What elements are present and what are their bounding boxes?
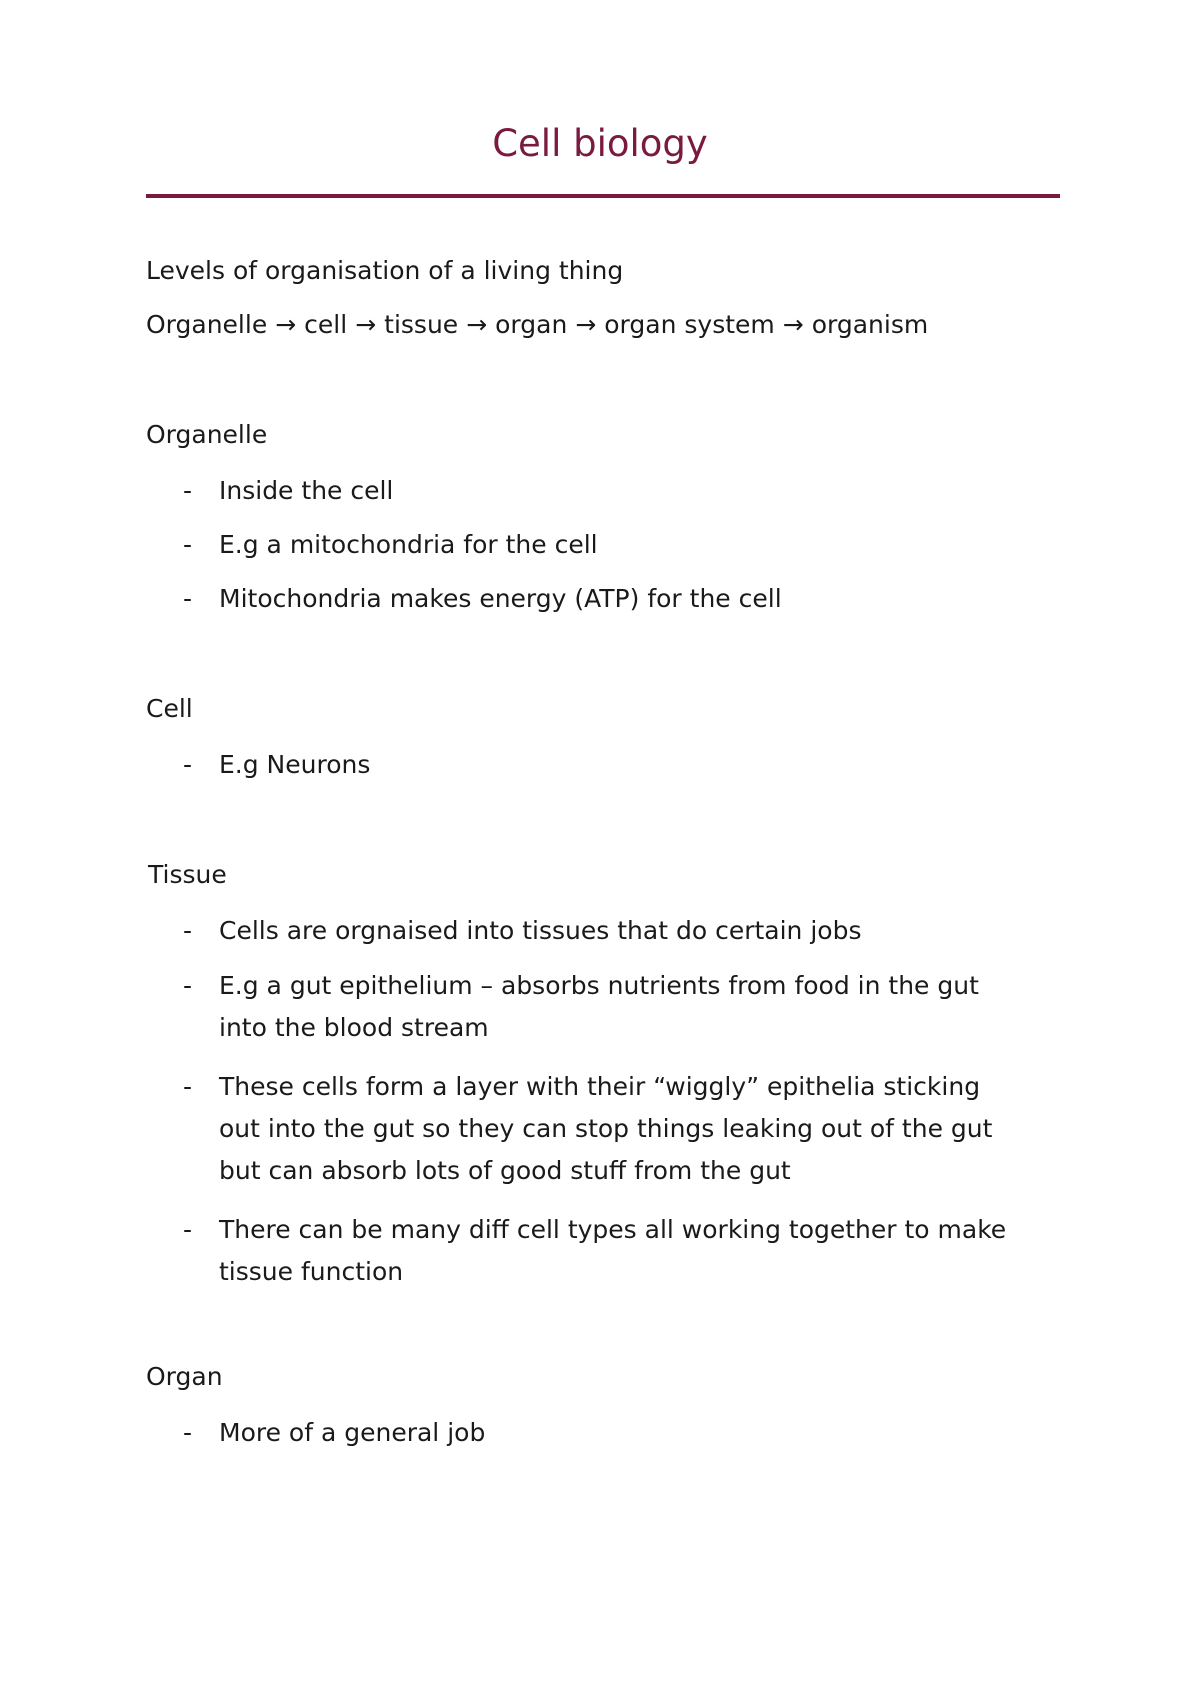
arrow-icon: → xyxy=(575,310,597,339)
section-heading-organ: Organ xyxy=(146,1362,223,1391)
bullet-dash: - xyxy=(183,916,193,945)
arrow-icon: → xyxy=(466,310,488,339)
level-organelle: Organelle xyxy=(146,310,268,339)
bullet-dash: - xyxy=(183,1215,193,1244)
bullet-dash: - xyxy=(183,971,193,1000)
bullet-dash: - xyxy=(183,1072,193,1101)
arrow-icon: → xyxy=(782,310,804,339)
organelle-bullet-1: Inside the cell xyxy=(219,476,394,505)
organ-bullet-1: More of a general job xyxy=(219,1418,486,1447)
section-heading-organelle: Organelle xyxy=(146,420,268,449)
organelle-bullet-3: Mitochondria makes energy (ATP) for the cell xyxy=(219,584,782,613)
bullet-dash: - xyxy=(183,476,193,505)
bullet-dash: - xyxy=(183,750,193,779)
tissue-bullet-4-line-1: There can be many diff cell types all working together to make xyxy=(219,1215,1007,1244)
tissue-bullet-4-line-2: tissue function xyxy=(219,1257,404,1286)
level-organism: organism xyxy=(811,310,929,339)
tissue-bullet-2-line-1: E.g a gut epithelium – absorbs nutrients from food in the gut xyxy=(219,971,979,1000)
document-title: Cell biology xyxy=(492,122,708,165)
tissue-bullet-1: Cells are orgnaised into tissues that do certain jobs xyxy=(219,916,862,945)
section-heading-tissue: Tissue xyxy=(148,860,227,889)
bullet-dash: - xyxy=(183,1418,193,1447)
tissue-bullet-2-line-2: into the blood stream xyxy=(219,1013,489,1042)
organelle-bullet-2: E.g a mitochondria for the cell xyxy=(219,530,598,559)
level-organ-system: organ system xyxy=(604,310,775,339)
tissue-bullet-3-line-3: but can absorb lots of good stuff from the gut xyxy=(219,1156,791,1185)
tissue-bullet-3-line-1: These cells form a layer with their “wiggly” epithelia sticking xyxy=(219,1072,981,1101)
bullet-dash: - xyxy=(183,584,193,613)
bullet-dash: - xyxy=(183,530,193,559)
cell-bullet-1: E.g Neurons xyxy=(219,750,371,779)
tissue-bullet-3-line-2: out into the gut so they can stop things leaking out of the gut xyxy=(219,1114,993,1143)
arrow-icon: → xyxy=(355,310,377,339)
section-heading-cell: Cell xyxy=(146,694,193,723)
level-organ: organ xyxy=(495,310,568,339)
levels-chain xyxy=(146,310,928,340)
arrow-icon: → xyxy=(275,310,297,339)
level-tissue: tissue xyxy=(384,310,459,339)
intro-text: Levels of organisation of a living thing xyxy=(146,256,624,285)
level-cell: cell xyxy=(304,310,348,339)
title-underline xyxy=(146,194,1060,198)
